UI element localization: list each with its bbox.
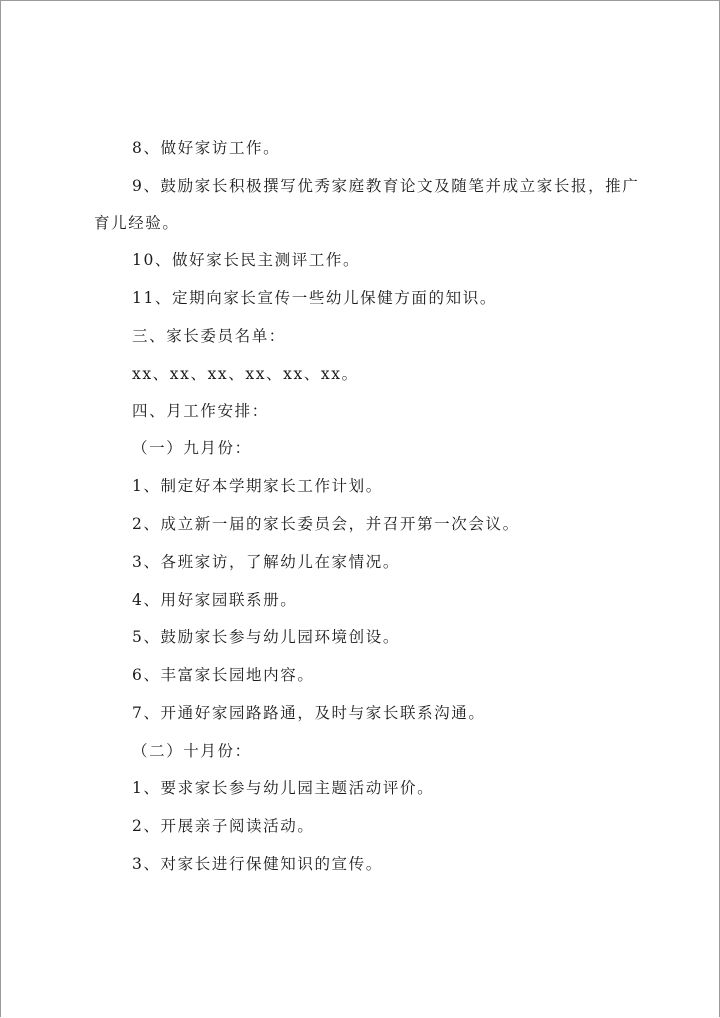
sept-item-6: 6、丰富家长园地内容。 (132, 666, 315, 684)
committee-names: xx、xx、xx、xx、xx、xx。 (132, 365, 359, 383)
sept-item-3: 3、各班家访，了解幼儿在家情况。 (132, 553, 400, 571)
section-heading-committee: 三、家长委员名单： (132, 327, 286, 345)
oct-item-3: 3、对家长进行保健知识的宣传。 (132, 855, 383, 873)
item-11: 11、定期向家长宣传一些幼儿保健方面的知识。 (132, 289, 497, 307)
item-10: 10、做好家长民主测评工作。 (132, 251, 361, 269)
item-9-continuation: 育儿经验。 (94, 214, 180, 232)
sept-item-7: 7、开通好家园路路通，及时与家长联系沟通。 (132, 704, 486, 722)
subsection-october: （二）十月份： (132, 742, 252, 760)
oct-item-2: 2、开展亲子阅读活动。 (132, 817, 315, 835)
subsection-september: （一）九月份： (132, 439, 252, 457)
sept-item-1: 1、制定好本学期家长工作计划。 (132, 477, 383, 495)
item-9: 9、鼓励家长积极撰写优秀家庭教育论文及随笔并成立家长报，推广 (132, 177, 640, 195)
oct-item-1: 1、要求家长参与幼儿园主题活动评价。 (132, 779, 435, 797)
item-8: 8、做好家访工作。 (132, 139, 281, 157)
section-heading-monthly-plan: 四、月工作安排： (132, 402, 269, 420)
sept-item-4: 4、用好家园联系册。 (132, 591, 298, 609)
sept-item-5: 5、鼓励家长参与幼儿园环境创设。 (132, 628, 400, 646)
sept-item-2: 2、成立新一届的家长委员会，并召开第一次会议。 (132, 515, 520, 533)
